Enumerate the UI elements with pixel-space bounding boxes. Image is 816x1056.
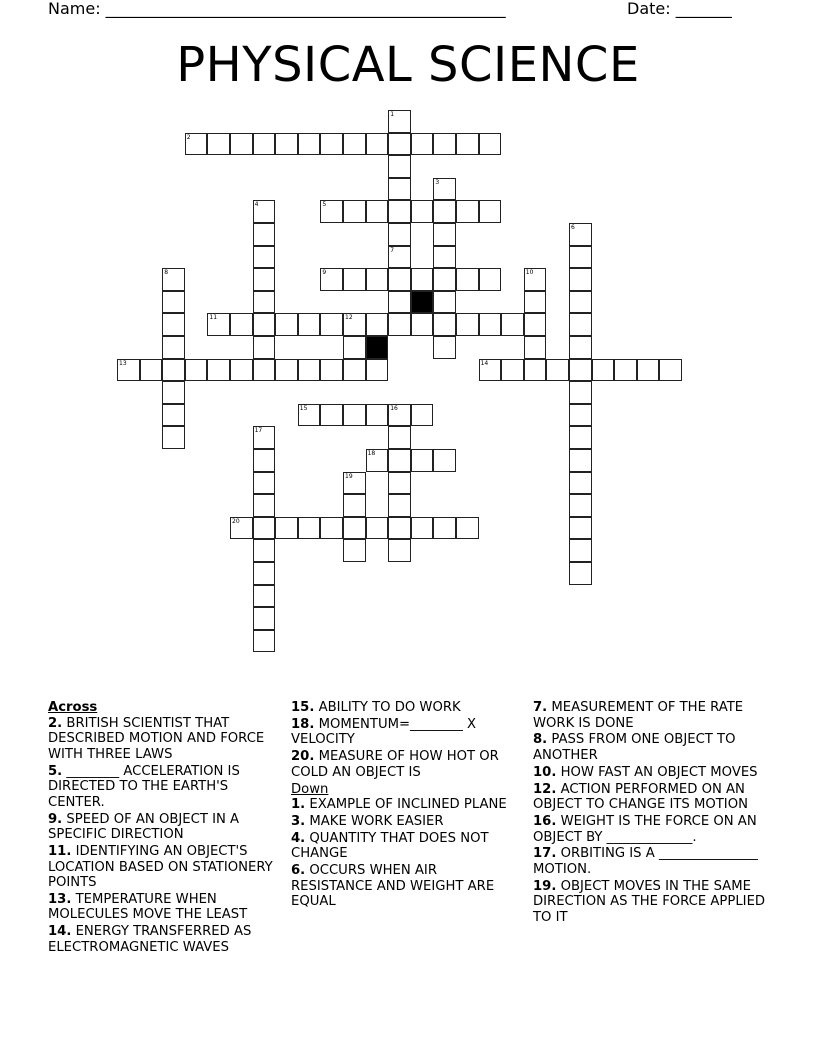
grid-cell[interactable] [162, 426, 185, 449]
grid-cell[interactable] [253, 585, 276, 608]
grid-cell[interactable] [388, 449, 411, 472]
grid-cell[interactable] [366, 404, 389, 427]
clue-across-13 [48, 892, 280, 923]
clue-across-20 [291, 749, 521, 780]
grid-cell[interactable] [456, 313, 479, 336]
grid-cell[interactable] [162, 381, 185, 404]
clue-text: BRITISH SCIENTIST THAT DESCRIBED MOTION AND FORCE WITH THREE LAWS [48, 715, 265, 762]
grid-cell[interactable] [320, 133, 343, 156]
grid-cell[interactable] [569, 223, 592, 246]
grid-cell[interactable] [253, 336, 276, 359]
grid-cell[interactable] [253, 359, 276, 382]
cell-number: 6 [571, 224, 575, 231]
clue-number: 20. [291, 749, 315, 765]
grid-cell[interactable] [253, 268, 276, 291]
clue-column-2 [291, 700, 521, 911]
grid-cell[interactable] [320, 200, 343, 223]
grid-cell[interactable] [411, 517, 434, 540]
grid-cell[interactable] [569, 494, 592, 517]
grid-cell[interactable] [569, 268, 592, 291]
grid-cell[interactable] [479, 133, 502, 156]
grid-cell[interactable] [207, 313, 230, 336]
grid-cell[interactable] [388, 246, 411, 269]
clue-text: ACTION PERFORMED ON AN OBJECT TO CHANGE ITS MOTION [533, 781, 748, 813]
grid-cell[interactable] [411, 200, 434, 223]
clue-number: 17. [533, 846, 557, 862]
clue-text: MEASUREMENT OF THE RATE WORK IS DONE [533, 700, 744, 731]
black-square [366, 336, 389, 359]
grid-cell[interactable] [524, 291, 547, 314]
grid-cell[interactable] [524, 359, 547, 382]
grid-cell[interactable] [298, 359, 321, 382]
cell-number: 17 [254, 427, 263, 435]
grid-cell[interactable] [388, 268, 411, 291]
grid-cell[interactable] [366, 268, 389, 291]
grid-cell[interactable] [230, 313, 253, 336]
clue-down-3 [291, 814, 521, 830]
cell-number: 3 [435, 178, 440, 186]
clue-text: ENERGY TRANSFERRED AS ELECTROMAGNETIC WAVES [48, 924, 252, 955]
clue-number: 14. [48, 924, 72, 940]
grid-cell[interactable] [366, 313, 389, 336]
clue-number: 19. [533, 878, 557, 894]
clue-down-19 [533, 879, 769, 926]
clue-down-1 [291, 797, 521, 813]
clue-across-14 [48, 924, 280, 955]
cell-number: 13 [119, 359, 127, 367]
grid-cell[interactable] [298, 517, 321, 540]
cell-number: 4 [254, 201, 259, 209]
across-heading: Across [48, 700, 98, 715]
clue-down-4 [291, 831, 521, 862]
clue-number: 1. [291, 797, 306, 813]
grid-cell[interactable] [185, 133, 208, 156]
grid-cell[interactable] [366, 200, 389, 223]
cell-number: 11 [209, 314, 218, 322]
clue-text: ORBITING IS A _______________ MOTION. [533, 846, 758, 877]
clue-across-9 [48, 812, 280, 843]
grid-cell[interactable] [456, 268, 479, 291]
grid-cell[interactable] [366, 517, 389, 540]
grid-cell[interactable] [388, 291, 411, 314]
clue-down-16 [533, 814, 769, 845]
clue-number: 4. [291, 830, 306, 846]
clue-text: IDENTIFYING AN OBJECT'S LOCATION BASED ON STATIONERY POINTS [48, 843, 273, 891]
grid-cell[interactable] [253, 607, 276, 630]
cell-number: 12 [345, 314, 353, 322]
clue-down-10 [533, 765, 769, 781]
clue-across-5 [48, 764, 280, 811]
grid-cell[interactable] [253, 630, 276, 653]
clue-text: TEMPERATURE WHEN MOLECULES MOVE THE LEAST [48, 891, 248, 923]
grid-cell[interactable] [343, 133, 366, 156]
grid-cell[interactable] [479, 200, 502, 223]
grid-cell[interactable] [592, 359, 615, 382]
grid-cell[interactable] [253, 539, 276, 562]
grid-cell[interactable] [162, 268, 185, 291]
grid-cell[interactable] [366, 133, 389, 156]
grid-cell[interactable] [411, 404, 434, 427]
grid-cell[interactable] [433, 268, 456, 291]
clue-text: PASS FROM ONE OBJECT TO ANOTHER [533, 732, 736, 763]
clue-text: MEASURE OF HOW HOT OR COLD AN OBJECT IS [291, 749, 499, 780]
grid-cell[interactable] [388, 178, 411, 201]
page-title: PHYSICAL SCIENCE [176, 37, 640, 93]
name-line: Name: __________________________________________________ [48, 0, 506, 18]
grid-cell[interactable] [253, 313, 276, 336]
clue-number: 15. [291, 700, 315, 715]
grid-cell[interactable] [433, 449, 456, 472]
clue-across-2 [48, 716, 280, 763]
grid-cell[interactable] [388, 200, 411, 223]
grid-cell[interactable] [162, 313, 185, 336]
grid-cell[interactable] [275, 313, 298, 336]
grid-cell[interactable] [230, 517, 253, 540]
grid-cell[interactable] [275, 359, 298, 382]
grid-cell[interactable] [343, 472, 366, 495]
grid-cell[interactable] [569, 517, 592, 540]
clue-text: HOW FAST AN OBJECT MOVES [560, 764, 758, 780]
grid-cell[interactable] [659, 359, 682, 382]
clue-number: 10. [533, 764, 557, 780]
clue-number: 2. [48, 715, 63, 731]
grid-cell[interactable] [569, 539, 592, 562]
grid-cell[interactable] [479, 313, 502, 336]
grid-cell[interactable] [162, 336, 185, 359]
grid-cell[interactable] [366, 359, 389, 382]
clue-down-8 [533, 732, 769, 763]
clue-down-6 [291, 863, 521, 910]
grid-cell[interactable] [253, 200, 276, 223]
cell-number: 16 [390, 404, 398, 412]
clue-column-1 [48, 700, 280, 957]
cell-number: 7 [390, 246, 395, 254]
grid-cell[interactable] [411, 313, 434, 336]
clue-number: 7. [533, 700, 548, 715]
grid-cell[interactable] [388, 404, 411, 427]
clue-number: 12. [533, 781, 557, 797]
clue-text: ABILITY TO DO WORK [318, 700, 461, 715]
cell-number: 20 [232, 517, 240, 525]
grid-cell[interactable] [433, 291, 456, 314]
grid-cell[interactable] [569, 449, 592, 472]
cell-number: 8 [164, 269, 169, 277]
grid-cell[interactable] [117, 359, 140, 382]
grid-cell[interactable] [207, 359, 230, 382]
clue-number: 3. [291, 813, 306, 829]
grid-cell[interactable] [388, 133, 411, 156]
clue-number: 13. [48, 891, 72, 907]
clue-text: ________ ACCELERATION IS DIRECTED TO THE EARTH'S CENTER. [48, 763, 240, 810]
clue-down-17 [533, 846, 769, 877]
grid-cell[interactable] [388, 494, 411, 517]
grid-cell[interactable] [501, 313, 524, 336]
clue-column-3 [533, 700, 769, 927]
grid-cell[interactable] [388, 223, 411, 246]
grid-cell[interactable] [253, 517, 276, 540]
grid-cell[interactable] [343, 359, 366, 382]
clue-text: OBJECT MOVES IN THE SAME DIRECTION AS THE FORCE APPLIED TO IT [533, 878, 766, 925]
cell-number: 14 [480, 359, 489, 367]
clue-down-7 [533, 700, 769, 731]
grid-cell[interactable] [230, 133, 253, 156]
clue-number: 6. [291, 863, 306, 879]
grid-cell[interactable] [343, 336, 366, 359]
clue-number: 11. [48, 843, 72, 859]
cell-number: 1 [390, 111, 395, 118]
grid-cell[interactable] [433, 313, 456, 336]
grid-cell[interactable] [501, 359, 524, 382]
grid-cell[interactable] [433, 223, 456, 246]
clue-across-15 [291, 700, 521, 716]
grid-cell[interactable] [298, 313, 321, 336]
grid-cell[interactable] [298, 404, 321, 427]
grid-cell[interactable] [253, 562, 276, 585]
grid-cell[interactable] [433, 517, 456, 540]
grid-cell[interactable] [569, 472, 592, 495]
grid-cell[interactable] [320, 404, 343, 427]
clue-number: 9. [48, 811, 63, 827]
clue-text: EXAMPLE OF INCLINED PLANE [309, 797, 507, 813]
grid-cell[interactable] [569, 291, 592, 314]
grid-cell[interactable] [275, 517, 298, 540]
clue-number: 8. [533, 732, 548, 748]
black-square [411, 291, 434, 314]
clue-number: 16. [533, 813, 557, 829]
grid-cell[interactable] [253, 494, 276, 517]
grid-cell[interactable] [343, 200, 366, 223]
cell-number: 15 [299, 404, 308, 412]
grid-cell[interactable] [456, 133, 479, 156]
grid-cell[interactable] [140, 359, 163, 382]
date-line: Date: _______ [627, 0, 732, 18]
grid-cell[interactable] [253, 246, 276, 269]
grid-cell[interactable] [185, 359, 208, 382]
grid-cell[interactable] [388, 426, 411, 449]
grid-cell[interactable] [569, 336, 592, 359]
grid-cell[interactable] [253, 291, 276, 314]
grid-cell[interactable] [343, 268, 366, 291]
clue-across-18 [291, 717, 521, 748]
grid-cell[interactable] [569, 426, 592, 449]
clue-text: QUANTITY THAT DOES NOT CHANGE [291, 830, 489, 862]
grid-cell[interactable] [162, 291, 185, 314]
down-heading: Down [291, 781, 329, 797]
clue-across-11 [48, 844, 280, 891]
grid-cell[interactable] [388, 539, 411, 562]
grid-cell[interactable] [343, 539, 366, 562]
cell-number: 9 [322, 269, 327, 277]
grid-cell[interactable] [388, 472, 411, 495]
grid-cell[interactable] [569, 313, 592, 336]
grid-cell[interactable] [569, 562, 592, 585]
grid-cell[interactable] [524, 268, 547, 291]
cell-number: 19 [345, 472, 353, 480]
grid-cell[interactable] [569, 404, 592, 427]
grid-cell[interactable] [411, 449, 434, 472]
grid-cell[interactable] [637, 359, 660, 382]
clue-text: MAKE WORK EASIER [309, 813, 444, 829]
grid-cell[interactable] [388, 313, 411, 336]
grid-cell[interactable] [388, 517, 411, 540]
grid-cell[interactable] [162, 359, 185, 382]
clue-text: MOMENTUM=________ X VELOCITY [291, 716, 477, 748]
grid-cell[interactable] [343, 404, 366, 427]
grid-cell[interactable] [320, 268, 343, 291]
grid-cell[interactable] [433, 336, 456, 359]
grid-cell[interactable] [433, 200, 456, 223]
grid-cell[interactable] [343, 494, 366, 517]
grid-cell[interactable] [253, 426, 276, 449]
clue-number: 18. [291, 716, 315, 732]
grid-cell[interactable] [320, 517, 343, 540]
grid-cell[interactable] [569, 381, 592, 404]
grid-cell[interactable] [343, 313, 366, 336]
grid-cell[interactable] [253, 472, 276, 495]
grid-cell[interactable] [524, 313, 547, 336]
grid-cell[interactable] [320, 359, 343, 382]
grid-cell[interactable] [253, 223, 276, 246]
grid-cell[interactable] [253, 133, 276, 156]
grid-cell[interactable] [479, 268, 502, 291]
grid-cell[interactable] [343, 517, 366, 540]
clue-text: WEIGHT IS THE FORCE ON AN OBJECT BY _____________. [533, 813, 757, 845]
grid-cell[interactable] [411, 133, 434, 156]
grid-cell[interactable] [207, 133, 230, 156]
grid-cell[interactable] [388, 110, 411, 133]
grid-cell[interactable] [388, 155, 411, 178]
grid-cell[interactable] [433, 246, 456, 269]
clue-down-12 [533, 782, 769, 813]
clue-number: 5. [48, 763, 63, 779]
grid-cell[interactable] [456, 517, 479, 540]
clue-text: OCCURS WHEN AIR RESISTANCE AND WEIGHT ARE EQUAL [291, 863, 495, 910]
grid-cell[interactable] [253, 449, 276, 472]
grid-cell[interactable] [275, 133, 298, 156]
grid-cell[interactable] [298, 133, 321, 156]
grid-cell[interactable] [456, 200, 479, 223]
grid-cell[interactable] [524, 336, 547, 359]
cell-number: 2 [186, 133, 191, 141]
grid-cell[interactable] [433, 178, 456, 201]
grid-cell[interactable] [569, 359, 592, 382]
clue-text: SPEED OF AN OBJECT IN A SPECIFIC DIRECTION [48, 811, 240, 843]
grid-cell[interactable] [366, 449, 389, 472]
grid-cell[interactable] [411, 268, 434, 291]
grid-cell[interactable] [320, 313, 343, 336]
grid-cell[interactable] [230, 359, 253, 382]
grid-cell[interactable] [614, 359, 637, 382]
cell-number: 18 [367, 450, 376, 457]
grid-cell[interactable] [569, 246, 592, 269]
cell-number: 5 [322, 201, 327, 209]
grid-cell[interactable] [162, 404, 185, 427]
grid-cell[interactable] [433, 133, 456, 156]
cell-number: 10 [525, 269, 534, 277]
grid-cell[interactable] [479, 359, 502, 382]
grid-cell[interactable] [546, 359, 569, 382]
